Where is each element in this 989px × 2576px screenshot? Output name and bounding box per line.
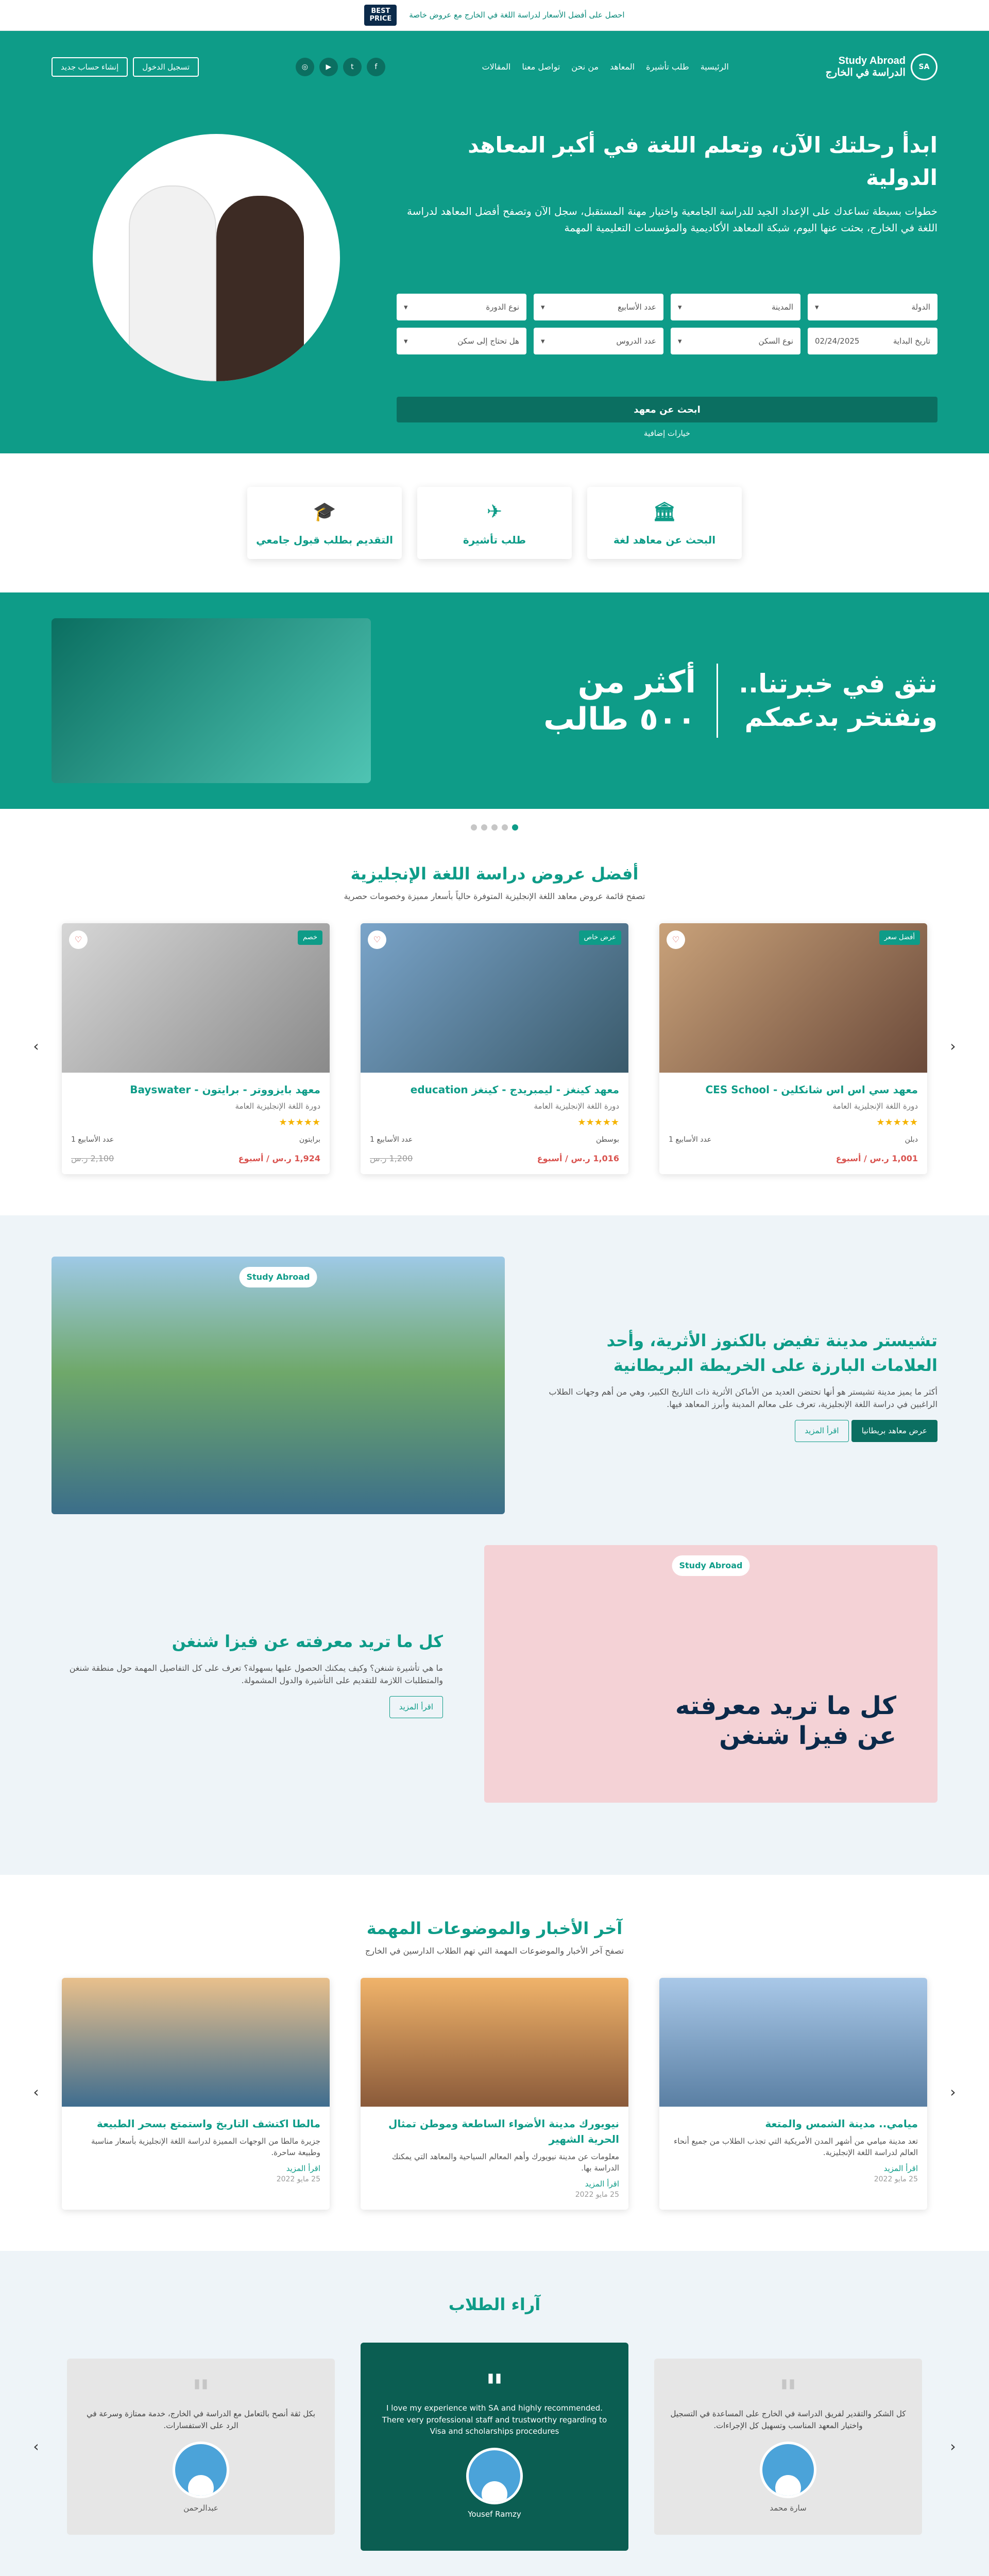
testimonial-card: " بكل ثقة أنصح بالتعامل مع الدراسة في الخارج، خدمة ممتازة وسرعة في الرد على الاستفسارات. عبدالرحمن <box>67 2359 335 2535</box>
offer-card[interactable]: خصم ♡ معهد بايزووتر - برايتون - Bayswater دورة اللغة الإنجليزية العامة ★★★★★ برايتون عدد الأسابيع 1 1,924 ر.س / أسبوع 2,100 ر.س <box>62 923 330 1174</box>
news-subtitle: تصفح آخر الأخبار والموضوعات المهمة التي تهم الطلاب الدارسين في الخارج <box>365 1945 624 1956</box>
news-section <box>0 1875 989 2251</box>
offers-title: أفضل عروض دراسة اللغة الإنجليزية <box>350 864 639 884</box>
youtube-icon[interactable]: ▶ <box>319 58 338 76</box>
article-text: أكثر ما يميز مدينة تشيستر هو أنها تحتضن العديد من الأماكن الأثرية ذات التاريخ الكبير، وهي من أهم وجهات الطلاب الراغبين في دراسة اللغة الإنجليزية، تعرف على معالم المدينة وأبرز المعاهد فيها. <box>549 1387 937 1410</box>
housing-type-select[interactable]: نوع السكن ▾ <box>671 328 800 354</box>
nav-institutes[interactable]: المعاهد <box>610 62 635 72</box>
services-section <box>0 453 989 592</box>
search-button[interactable]: ابحث عن معهد <box>397 397 937 422</box>
chevron-left-icon[interactable]: › <box>33 2437 39 2455</box>
weeks-select[interactable]: عدد الأسابيع ▾ <box>534 294 663 320</box>
slider-dot[interactable] <box>512 824 518 831</box>
banner-image <box>52 618 371 783</box>
nav-visa[interactable]: طلب تأشيرة <box>646 62 689 72</box>
news-card[interactable]: نيويورك مدينة الأضواء الساطعة وموطن تمثال الحرية الشهير معلومات عن مدينة نيويورك وأهم المعالم السياحية والمعاهد التي يمكنك الدراسة بها. اقرأ المزيد 25 مايو 2022 <box>361 1978 628 2210</box>
heart-icon[interactable]: ♡ <box>368 930 386 949</box>
promo-bar <box>0 0 989 31</box>
article-row <box>52 1257 937 1514</box>
plane-icon: ✈ <box>486 501 503 522</box>
articles-section <box>0 1215 989 1875</box>
news-card[interactable]: مالطا اكتشف التاريخ واستمتع بسحر الطبيعة جزيرة مالطا من الوجهات المميزة لدراسة اللغة الإنجليزية بأسعار مناسبة وطبيعة ساحرة. اقرأ المزيد 25 مايو 2022 <box>62 1978 330 2210</box>
graduation-icon: 🎓 <box>313 501 336 522</box>
avatar <box>466 2448 523 2504</box>
nav-home[interactable]: الرئيسية <box>700 62 729 72</box>
site-logo[interactable]: SA Study Abroad الدراسة في الخارج <box>826 54 937 80</box>
avatar <box>760 2442 816 2498</box>
avatar <box>173 2442 229 2498</box>
chevron-down-icon: ▾ <box>404 336 408 346</box>
quote-icon: " <box>778 2372 798 2415</box>
heart-icon[interactable]: ♡ <box>69 930 88 949</box>
site-header <box>0 31 989 103</box>
testimonials-section <box>0 2251 989 2576</box>
twitter-icon[interactable]: t <box>343 58 362 76</box>
nav-about[interactable]: من نحن <box>571 62 599 72</box>
main-nav <box>482 61 729 73</box>
view-uk-institutes-button[interactable]: عرض معاهد بريطانيا <box>851 1420 937 1442</box>
slider-dots <box>0 824 989 831</box>
testimonials-title: آراء الطلاب <box>448 2295 541 2314</box>
article-row <box>52 1545 937 1803</box>
student-female <box>216 196 304 381</box>
quote-icon: " <box>485 2367 504 2409</box>
signup-button[interactable]: إنشاء حساب جديد <box>52 57 128 77</box>
chevron-left-icon[interactable]: › <box>33 2083 39 2101</box>
nav-articles[interactable]: المقالات <box>482 62 511 72</box>
trust-banner: نثق في خبرتنا.. ونفتخر بدعمكم أكثر من ٥٠٠ طالب <box>0 592 989 809</box>
article-image: Study Abroad كل ما تريد معرفته عن فيزا شنغن <box>484 1545 937 1803</box>
chevron-right-icon[interactable]: ‹ <box>950 1037 956 1055</box>
nav-contact[interactable]: تواصل معنا <box>522 62 560 72</box>
read-more-button[interactable]: اقرأ المزيد <box>389 1696 443 1718</box>
rating-stars: ★★★★★ <box>577 1116 619 1128</box>
rating-stars: ★★★★★ <box>279 1116 320 1128</box>
chevron-right-icon[interactable]: ‹ <box>950 2083 956 2101</box>
best-price-badge: BEST PRICE <box>364 5 397 26</box>
logo-mark: SA <box>911 54 937 80</box>
quote-icon: " <box>191 2372 211 2415</box>
heart-icon[interactable]: ♡ <box>667 930 685 949</box>
slider-dot[interactable] <box>471 824 477 831</box>
lessons-select[interactable]: عدد الدروس ▾ <box>534 328 663 354</box>
slider-dot[interactable] <box>491 824 498 831</box>
offers-section <box>0 831 989 1215</box>
more-options-link[interactable]: خيارات إضافية <box>644 429 690 438</box>
login-button[interactable]: تسجيل الدخول <box>133 57 199 77</box>
course-type-select[interactable]: نوع الدورة ▾ <box>397 294 526 320</box>
offers-subtitle: تصفح قائمة عروض معاهد اللغة الإنجليزية المتوفرة حالياً بأسعار مميزة وخصومات حصرية <box>344 891 645 901</box>
chevron-down-icon: ▾ <box>678 336 682 346</box>
chevron-down-icon: ▾ <box>404 302 408 312</box>
hero-photo <box>93 134 340 381</box>
rating-stars: ★★★★★ <box>876 1116 918 1128</box>
start-date-field[interactable]: تاريخ البداية 02/24/2025 <box>808 328 937 354</box>
student-male <box>129 185 216 381</box>
article-title: كل ما تريد معرفته عن فيزا شنغن <box>172 1632 443 1652</box>
testimonial-card-active: " I love my experience with SA and highly recommended. There very professional staff and trustworthy regarding to Visa and scholarships procedures Yousef Ramzy <box>361 2343 628 2551</box>
service-university[interactable]: 🎓 التقديم بطلب قبول جامعي <box>247 487 402 559</box>
promo-text: احصل على أفضل الأسعار لدراسة اللغة في الخارج مع عروض خاصة <box>409 10 625 20</box>
slider-dot[interactable] <box>502 824 508 831</box>
chevron-down-icon: ▾ <box>678 302 682 312</box>
hero-title: ابدأ رحلتك الآن، وتعلم اللغة في أكبر المعاهد الدولية <box>468 132 937 190</box>
need-housing-select[interactable]: هل تحتاج إلى سكن ▾ <box>397 328 526 354</box>
country-select[interactable]: الدولة ▾ <box>808 294 937 320</box>
chevron-down-icon: ▾ <box>815 302 819 312</box>
hero-section <box>0 103 989 453</box>
news-card[interactable]: ميامي.. مدينة الشمس والمتعة تعد مدينة ميامي من أشهر المدن الأمريكية التي تجذب الطلاب من جميع أنحاء العالم لدراسة اللغة الإنجليزية. اقرأ المزيد 25 مايو 2022 <box>659 1978 927 2210</box>
service-find-institute[interactable]: 🏛 البحث عن معاهد لغة <box>587 487 742 559</box>
service-visa[interactable]: ✈ طلب تأشيرة <box>417 487 572 559</box>
chevron-left-icon[interactable]: › <box>33 1037 39 1055</box>
city-select[interactable]: المدينة ▾ <box>671 294 800 320</box>
news-title: آخر الأخبار والموضوعات المهمة <box>366 1918 623 1938</box>
chevron-down-icon: ▾ <box>541 302 545 312</box>
offer-card[interactable]: أفضل سعر ♡ معهد سي اس اس شانكلين - CES School دورة اللغة الإنجليزية العامة ★★★★★ دبلن عدد الأسابيع 1 1,001 ر.س / أسبوع <box>659 923 927 1174</box>
social-links <box>296 58 385 76</box>
article-text: ما هي تأشيرة شنغن؟ وكيف يمكنك الحصول عليها بسهولة؟ تعرف على كل التفاصيل المهمة حول منطقة شنغن والمتطلبات اللازمة للتقديم على التأشيرة والدول المشمولة. <box>69 1663 443 1686</box>
instagram-icon[interactable]: ◎ <box>296 58 314 76</box>
read-more-button[interactable]: اقرأ المزيد <box>795 1420 848 1442</box>
slider-dot[interactable] <box>481 824 487 831</box>
facebook-icon[interactable]: f <box>367 58 385 76</box>
search-form <box>397 294 937 354</box>
testimonial-card: " كل الشكر والتقدير لفريق الدراسة في الخارج على المساعدة في التسجيل واختيار المعهد المناسب وتسهيل كل الإجراءات. سارة محمد <box>654 2359 922 2535</box>
chevron-right-icon[interactable]: ‹ <box>950 2437 956 2455</box>
building-icon: 🏛 <box>653 501 676 522</box>
article-title: تشيستر مدينة تفيض بالكنوز الأثرية، وأحد العلامات البارزة على الخريطة البريطانية <box>606 1331 937 1376</box>
hero-text: خطوات بسيطة تساعدك على الإعداد الجيد للدراسة الجامعية واختيار مهنة المستقبل، سجل الآن وتصفح أفضل المعاهد لدراسة اللغة في الخارج، بحثت عنها اليوم، شبكة المعاهد الأكاديمية والمؤسسات التعليمية المهمة <box>407 205 937 234</box>
chevron-down-icon: ▾ <box>541 336 545 346</box>
article-image: Study Abroad <box>52 1257 505 1514</box>
offer-card[interactable]: عرض خاص ♡ معهد كينغز - ليمبريدج - كينغز education دورة اللغة الإنجليزية العامة ★★★★★ بوسطن عدد الأسابيع 1 1,016 ر.س / أسبوع 1,200 ر.س <box>361 923 628 1174</box>
